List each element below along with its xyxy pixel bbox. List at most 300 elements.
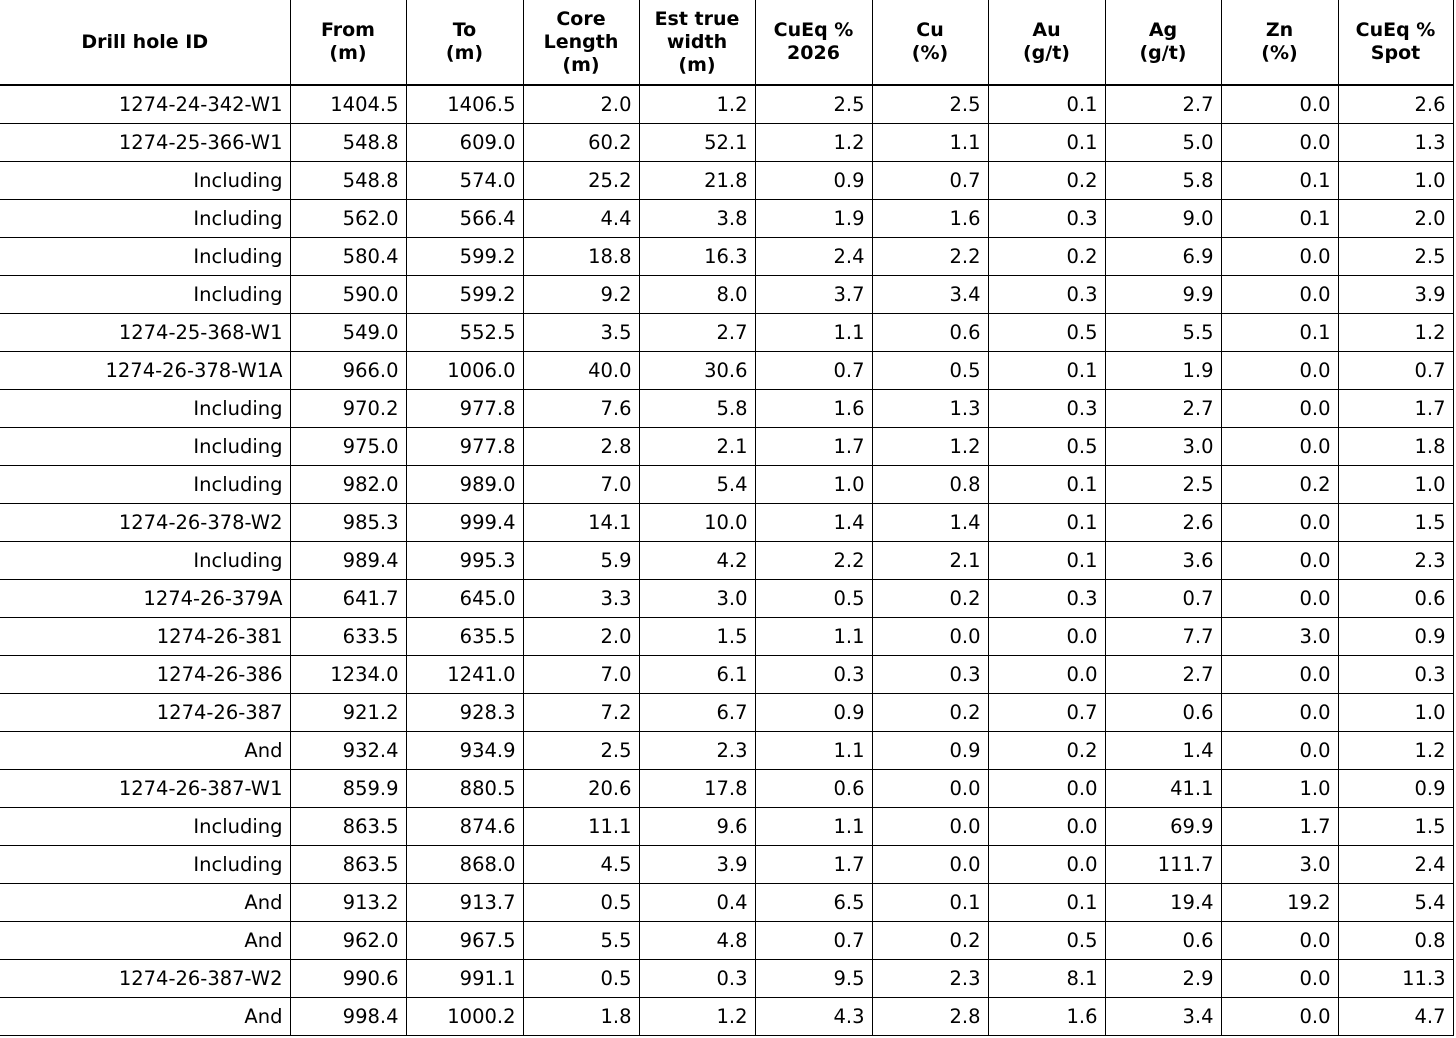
cell-est-true-width: 2.7 (639, 313, 755, 351)
cell-drill-hole-id: 1274-26-381 (0, 617, 290, 655)
cell-ag: 2.9 (1105, 959, 1221, 997)
cell-zn: 0.0 (1221, 275, 1338, 313)
cell-from: 1234.0 (290, 655, 406, 693)
table-row (0, 769, 1453, 807)
cell-ag: 5.5 (1105, 313, 1221, 351)
column-header-au (988, 0, 1105, 85)
cell-ag: 3.4 (1105, 997, 1221, 1035)
cell-drill-hole-id: 1274-26-379A (0, 579, 290, 617)
cell-core-length: 25.2 (523, 161, 639, 199)
table-row (0, 807, 1453, 845)
cell-cu: 0.5 (872, 351, 988, 389)
cell-zn: 0.1 (1221, 161, 1338, 199)
cell-to: 928.3 (406, 693, 523, 731)
cell-cueq-spot: 0.9 (1338, 769, 1453, 807)
column-header-line: Ag (1148, 19, 1178, 41)
cell-zn: 0.0 (1221, 921, 1338, 959)
cell-zn: 0.1 (1221, 199, 1338, 237)
cell-to: 1000.2 (406, 997, 523, 1035)
cell-core-length: 5.5 (523, 921, 639, 959)
cell-ag: 111.7 (1105, 845, 1221, 883)
cell-cueq-spot: 2.0 (1338, 199, 1453, 237)
cell-cu: 0.0 (872, 807, 988, 845)
cell-au: 0.1 (988, 883, 1105, 921)
cell-est-true-width: 1.5 (639, 617, 755, 655)
cell-core-length: 0.5 (523, 959, 639, 997)
cell-core-length: 3.5 (523, 313, 639, 351)
cell-cueq-2026: 2.4 (755, 237, 872, 275)
cell-drill-hole-id: 1274-26-386 (0, 655, 290, 693)
cell-cueq-2026: 1.4 (755, 503, 872, 541)
cell-est-true-width: 52.1 (639, 123, 755, 161)
cell-zn: 3.0 (1221, 617, 1338, 655)
cell-to: 609.0 (406, 123, 523, 161)
cell-from: 913.2 (290, 883, 406, 921)
cell-est-true-width: 3.9 (639, 845, 755, 883)
column-header-line: CuEq % (773, 19, 854, 41)
cell-cueq-2026: 0.9 (755, 161, 872, 199)
column-header-line: Drill hole ID (81, 30, 209, 53)
cell-au: 8.1 (988, 959, 1105, 997)
column-header-line: (g/t) (1139, 42, 1187, 64)
cell-au: 0.0 (988, 655, 1105, 693)
cell-zn: 0.0 (1221, 389, 1338, 427)
cell-cu: 0.9 (872, 731, 988, 769)
cell-zn: 0.0 (1221, 655, 1338, 693)
cell-cu: 1.1 (872, 123, 988, 161)
cell-drill-hole-id: Including (0, 427, 290, 465)
table-row (0, 313, 1453, 351)
cell-cueq-2026: 0.6 (755, 769, 872, 807)
cell-to: 880.5 (406, 769, 523, 807)
cell-to: 991.1 (406, 959, 523, 997)
cell-au: 0.3 (988, 389, 1105, 427)
cell-cueq-spot: 1.3 (1338, 123, 1453, 161)
cell-to: 1241.0 (406, 655, 523, 693)
cell-cueq-2026: 1.0 (755, 465, 872, 503)
column-header-line: (m) (562, 53, 600, 76)
cell-est-true-width: 4.8 (639, 921, 755, 959)
cell-est-true-width: 6.1 (639, 655, 755, 693)
cell-zn: 0.0 (1221, 351, 1338, 389)
cell-cueq-spot: 2.6 (1338, 85, 1453, 123)
cell-ag: 3.6 (1105, 541, 1221, 579)
cell-from: 548.8 (290, 161, 406, 199)
cell-ag: 2.7 (1105, 389, 1221, 427)
column-header-line: Est true (654, 7, 740, 30)
cell-cueq-2026: 1.1 (755, 617, 872, 655)
cell-cueq-2026: 1.1 (755, 731, 872, 769)
cell-to: 1406.5 (406, 85, 523, 123)
cell-cueq-2026: 1.7 (755, 427, 872, 465)
cell-cu: 2.5 (872, 85, 988, 123)
table-row (0, 427, 1453, 465)
column-header-line: (m) (329, 42, 367, 64)
cell-cueq-spot: 1.7 (1338, 389, 1453, 427)
cell-est-true-width: 17.8 (639, 769, 755, 807)
column-header-line: Spot (1370, 42, 1421, 64)
cell-from: 970.2 (290, 389, 406, 427)
cell-from: 633.5 (290, 617, 406, 655)
cell-drill-hole-id: And (0, 921, 290, 959)
table-row (0, 351, 1453, 389)
cell-cueq-2026: 1.1 (755, 313, 872, 351)
cell-cueq-spot: 5.4 (1338, 883, 1453, 921)
table-row (0, 199, 1453, 237)
cell-est-true-width: 9.6 (639, 807, 755, 845)
cell-ag: 2.5 (1105, 465, 1221, 503)
table-row (0, 693, 1453, 731)
cell-core-length: 40.0 (523, 351, 639, 389)
table-row (0, 617, 1453, 655)
cell-drill-hole-id: Including (0, 541, 290, 579)
column-header-est-true-width (639, 0, 755, 85)
cell-cueq-spot: 4.7 (1338, 997, 1453, 1035)
cell-au: 0.2 (988, 237, 1105, 275)
cell-from: 562.0 (290, 199, 406, 237)
cell-ag: 0.6 (1105, 693, 1221, 731)
cell-cueq-2026: 4.3 (755, 997, 872, 1035)
cell-from: 990.6 (290, 959, 406, 997)
cell-est-true-width: 2.3 (639, 731, 755, 769)
table-row (0, 85, 1453, 123)
cell-est-true-width: 6.7 (639, 693, 755, 731)
column-header-line: width (666, 30, 728, 53)
cell-ag: 9.9 (1105, 275, 1221, 313)
cell-drill-hole-id: Including (0, 161, 290, 199)
cell-au: 0.0 (988, 845, 1105, 883)
cell-au: 0.1 (988, 541, 1105, 579)
cell-from: 982.0 (290, 465, 406, 503)
cell-core-length: 11.1 (523, 807, 639, 845)
cell-zn: 0.2 (1221, 465, 1338, 503)
cell-zn: 0.0 (1221, 959, 1338, 997)
cell-zn: 0.1 (1221, 313, 1338, 351)
column-header-line: CuEq % (1355, 19, 1436, 41)
cell-cueq-2026: 1.2 (755, 123, 872, 161)
table-row (0, 123, 1453, 161)
cell-zn: 0.0 (1221, 123, 1338, 161)
cell-to: 977.8 (406, 389, 523, 427)
cell-cueq-spot: 1.5 (1338, 503, 1453, 541)
cell-to: 635.5 (406, 617, 523, 655)
cell-au: 0.3 (988, 199, 1105, 237)
cell-cueq-spot: 1.5 (1338, 807, 1453, 845)
cell-drill-hole-id: Including (0, 845, 290, 883)
cell-au: 0.1 (988, 503, 1105, 541)
table-row (0, 655, 1453, 693)
cell-cueq-2026: 0.7 (755, 351, 872, 389)
cell-drill-hole-id: Including (0, 389, 290, 427)
cell-drill-hole-id: And (0, 731, 290, 769)
cell-cueq-spot: 0.3 (1338, 655, 1453, 693)
cell-au: 1.6 (988, 997, 1105, 1035)
cell-core-length: 4.4 (523, 199, 639, 237)
cell-from: 975.0 (290, 427, 406, 465)
cell-to: 599.2 (406, 237, 523, 275)
cell-au: 0.7 (988, 693, 1105, 731)
cell-zn: 0.0 (1221, 731, 1338, 769)
cell-cu: 1.6 (872, 199, 988, 237)
cell-core-length: 5.9 (523, 541, 639, 579)
cell-zn: 0.0 (1221, 541, 1338, 579)
cell-core-length: 2.5 (523, 731, 639, 769)
cell-ag: 19.4 (1105, 883, 1221, 921)
cell-drill-hole-id: 1274-25-366-W1 (0, 123, 290, 161)
cell-zn: 19.2 (1221, 883, 1338, 921)
cell-cueq-spot: 0.8 (1338, 921, 1453, 959)
cell-cueq-2026: 1.9 (755, 199, 872, 237)
cell-est-true-width: 5.8 (639, 389, 755, 427)
cell-cu: 0.2 (872, 579, 988, 617)
cell-ag: 7.7 (1105, 617, 1221, 655)
cell-ag: 2.6 (1105, 503, 1221, 541)
cell-from: 921.2 (290, 693, 406, 731)
column-header-core-length (523, 0, 639, 85)
cell-drill-hole-id: And (0, 997, 290, 1035)
cell-drill-hole-id: 1274-25-368-W1 (0, 313, 290, 351)
column-header-line: Cu (916, 19, 944, 41)
table-row (0, 883, 1453, 921)
cell-core-length: 7.2 (523, 693, 639, 731)
cell-from: 863.5 (290, 807, 406, 845)
column-header-line: (%) (1261, 42, 1298, 64)
cell-cueq-spot: 0.9 (1338, 617, 1453, 655)
cell-est-true-width: 2.1 (639, 427, 755, 465)
cell-core-length: 7.0 (523, 465, 639, 503)
column-header-cu (872, 0, 988, 85)
cell-core-length: 2.0 (523, 85, 639, 123)
cell-cueq-2026: 0.7 (755, 921, 872, 959)
column-header-line: (m) (445, 42, 484, 64)
cell-au: 0.3 (988, 275, 1105, 313)
cell-cueq-spot: 1.0 (1338, 693, 1453, 731)
cell-est-true-width: 16.3 (639, 237, 755, 275)
cell-au: 0.5 (988, 921, 1105, 959)
column-header-to (406, 0, 523, 85)
cell-cueq-2026: 0.9 (755, 693, 872, 731)
cell-from: 580.4 (290, 237, 406, 275)
cell-core-length: 3.3 (523, 579, 639, 617)
cell-to: 874.6 (406, 807, 523, 845)
cell-est-true-width: 3.8 (639, 199, 755, 237)
cell-cueq-spot: 2.4 (1338, 845, 1453, 883)
column-header-line: (m) (678, 53, 716, 76)
table-row (0, 237, 1453, 275)
cell-cueq-spot: 1.0 (1338, 465, 1453, 503)
cell-core-length: 2.8 (523, 427, 639, 465)
cell-to: 574.0 (406, 161, 523, 199)
cell-from: 966.0 (290, 351, 406, 389)
cell-from: 962.0 (290, 921, 406, 959)
cell-from: 641.7 (290, 579, 406, 617)
column-header-line: Length (543, 30, 619, 53)
cell-cueq-spot: 11.3 (1338, 959, 1453, 997)
cell-est-true-width: 4.2 (639, 541, 755, 579)
cell-au: 0.1 (988, 85, 1105, 123)
cell-au: 0.1 (988, 465, 1105, 503)
cell-drill-hole-id: Including (0, 237, 290, 275)
table-row (0, 921, 1453, 959)
cell-cueq-spot: 0.7 (1338, 351, 1453, 389)
table-row (0, 275, 1453, 313)
table-row (0, 465, 1453, 503)
cell-cu: 2.3 (872, 959, 988, 997)
cell-drill-hole-id: 1274-26-387-W2 (0, 959, 290, 997)
cell-zn: 0.0 (1221, 997, 1338, 1035)
cell-ag: 6.9 (1105, 237, 1221, 275)
cell-zn: 0.0 (1221, 503, 1338, 541)
column-header-line: (%) (911, 42, 949, 64)
cell-cu: 1.3 (872, 389, 988, 427)
cell-au: 0.5 (988, 427, 1105, 465)
cell-est-true-width: 1.2 (639, 997, 755, 1035)
cell-from: 590.0 (290, 275, 406, 313)
column-header-drill-hole-id (0, 0, 290, 85)
table-row (0, 731, 1453, 769)
cell-cu: 0.2 (872, 921, 988, 959)
cell-est-true-width: 21.8 (639, 161, 755, 199)
cell-core-length: 0.5 (523, 883, 639, 921)
cell-au: 0.5 (988, 313, 1105, 351)
cell-cu: 0.7 (872, 161, 988, 199)
cell-core-length: 9.2 (523, 275, 639, 313)
cell-ag: 3.0 (1105, 427, 1221, 465)
cell-from: 989.4 (290, 541, 406, 579)
column-header-cueq-2026 (755, 0, 872, 85)
cell-from: 863.5 (290, 845, 406, 883)
cell-est-true-width: 30.6 (639, 351, 755, 389)
cell-cueq-2026: 1.1 (755, 807, 872, 845)
cell-cu: 2.2 (872, 237, 988, 275)
cell-ag: 2.7 (1105, 85, 1221, 123)
table-row (0, 541, 1453, 579)
cell-to: 566.4 (406, 199, 523, 237)
column-header-from (290, 0, 406, 85)
cell-core-length: 60.2 (523, 123, 639, 161)
cell-cu: 0.0 (872, 769, 988, 807)
cell-au: 0.2 (988, 161, 1105, 199)
cell-cueq-2026: 2.2 (755, 541, 872, 579)
cell-from: 549.0 (290, 313, 406, 351)
cell-zn: 0.0 (1221, 85, 1338, 123)
cell-core-length: 4.5 (523, 845, 639, 883)
column-header-line: Core (556, 7, 606, 30)
cell-au: 0.1 (988, 351, 1105, 389)
cell-cueq-2026: 9.5 (755, 959, 872, 997)
cell-cueq-2026: 1.6 (755, 389, 872, 427)
cell-drill-hole-id: Including (0, 807, 290, 845)
cell-to: 645.0 (406, 579, 523, 617)
cell-cueq-spot: 1.2 (1338, 731, 1453, 769)
cell-zn: 1.7 (1221, 807, 1338, 845)
cell-cueq-spot: 0.6 (1338, 579, 1453, 617)
cell-zn: 0.0 (1221, 693, 1338, 731)
cell-est-true-width: 10.0 (639, 503, 755, 541)
cell-core-length: 7.0 (523, 655, 639, 693)
cell-cueq-spot: 2.5 (1338, 237, 1453, 275)
table-row (0, 503, 1453, 541)
cell-cueq-spot: 1.0 (1338, 161, 1453, 199)
cell-to: 989.0 (406, 465, 523, 503)
cell-core-length: 14.1 (523, 503, 639, 541)
cell-to: 995.3 (406, 541, 523, 579)
cell-from: 985.3 (290, 503, 406, 541)
cell-to: 599.2 (406, 275, 523, 313)
cell-from: 859.9 (290, 769, 406, 807)
table-row (0, 389, 1453, 427)
cell-cu: 1.4 (872, 503, 988, 541)
cell-cueq-2026: 1.7 (755, 845, 872, 883)
cell-ag: 41.1 (1105, 769, 1221, 807)
cell-to: 913.7 (406, 883, 523, 921)
cell-au: 0.0 (988, 769, 1105, 807)
column-header-line: Au (1032, 19, 1061, 41)
cell-ag: 5.0 (1105, 123, 1221, 161)
cell-cu: 0.2 (872, 693, 988, 731)
cell-zn: 0.0 (1221, 237, 1338, 275)
cell-est-true-width: 0.3 (639, 959, 755, 997)
table-header (0, 0, 1453, 85)
cell-cueq-2026: 0.3 (755, 655, 872, 693)
cell-est-true-width: 0.4 (639, 883, 755, 921)
cell-to: 868.0 (406, 845, 523, 883)
cell-from: 932.4 (290, 731, 406, 769)
cell-cu: 3.4 (872, 275, 988, 313)
cell-au: 0.0 (988, 807, 1105, 845)
cell-to: 934.9 (406, 731, 523, 769)
cell-drill-hole-id: Including (0, 275, 290, 313)
header-row (0, 0, 1453, 85)
cell-core-length: 2.0 (523, 617, 639, 655)
cell-core-length: 18.8 (523, 237, 639, 275)
cell-drill-hole-id: 1274-26-387-W1 (0, 769, 290, 807)
cell-est-true-width: 5.4 (639, 465, 755, 503)
column-header-line: (g/t) (1023, 42, 1070, 64)
cell-cueq-spot: 1.8 (1338, 427, 1453, 465)
cell-cu: 1.2 (872, 427, 988, 465)
cell-cu: 0.3 (872, 655, 988, 693)
cell-cu: 2.1 (872, 541, 988, 579)
cell-est-true-width: 8.0 (639, 275, 755, 313)
cell-drill-hole-id: Including (0, 199, 290, 237)
cell-zn: 3.0 (1221, 845, 1338, 883)
column-header-zn (1221, 0, 1338, 85)
cell-to: 1006.0 (406, 351, 523, 389)
column-header-line: From (321, 19, 375, 41)
table-row (0, 845, 1453, 883)
cell-to: 967.5 (406, 921, 523, 959)
column-header-ag (1105, 0, 1221, 85)
cell-cu: 0.8 (872, 465, 988, 503)
cell-zn: 0.0 (1221, 579, 1338, 617)
cell-core-length: 20.6 (523, 769, 639, 807)
column-header-line: Zn (1265, 19, 1294, 41)
cell-to: 552.5 (406, 313, 523, 351)
cell-zn: 0.0 (1221, 427, 1338, 465)
column-header-cueq-spot (1338, 0, 1453, 85)
cell-to: 977.8 (406, 427, 523, 465)
cell-cu: 0.6 (872, 313, 988, 351)
cell-cu: 2.8 (872, 997, 988, 1035)
cell-drill-hole-id: Including (0, 465, 290, 503)
cell-ag: 0.7 (1105, 579, 1221, 617)
cell-au: 0.2 (988, 731, 1105, 769)
cell-cueq-spot: 2.3 (1338, 541, 1453, 579)
cell-from: 998.4 (290, 997, 406, 1035)
cell-au: 0.3 (988, 579, 1105, 617)
cell-ag: 9.0 (1105, 199, 1221, 237)
